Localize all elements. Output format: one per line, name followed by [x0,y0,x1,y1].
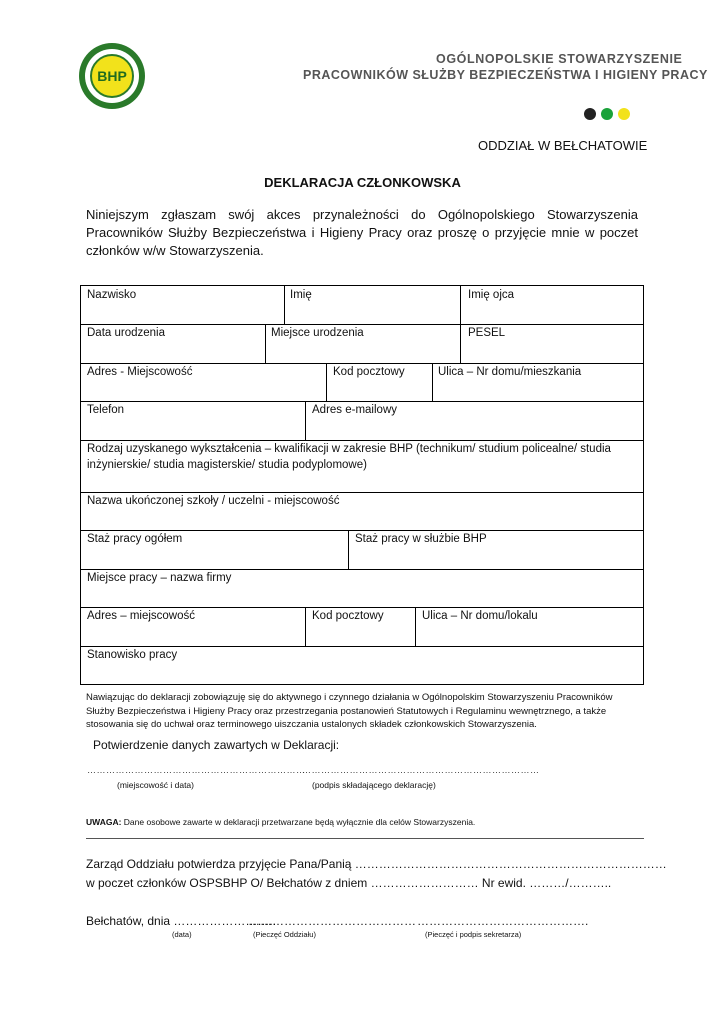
field-email[interactable]: Adres e-mailowy [312,404,397,416]
field-szkola[interactable]: Nazwa ukończonej szkoły / uczelni - miejscowość [87,495,340,507]
board-confirmation-line: Zarząd Oddziału potwierdza przyjęcie Pana/Panią …………………………………………………………………… [86,857,667,871]
separator-line [86,838,644,839]
document-title: DEKLARACJA CZŁONKOWSKA [264,175,461,190]
field-staz-ogolem[interactable]: Staż pracy ogółem [87,533,183,545]
stamp-line: …………………………………… [248,914,416,928]
signature-caption: (podpis składającego deklarację) [312,780,436,790]
place-date-caption: (miejscowość i data) [117,780,194,790]
field-miejsce-pracy[interactable]: Miejsce pracy – nazwa firmy [87,572,232,584]
uwaga-label: UWAGA: [86,817,122,827]
field-miejsce-urodzenia[interactable]: Miejsce urodzenia [271,327,364,339]
field-ulica-lokal[interactable]: Ulica – Nr domu/lokalu [422,610,538,622]
field-imie-ojca[interactable]: Imię ojca [468,289,515,301]
logo [78,42,146,110]
field-nazwisko[interactable]: Nazwisko [87,289,137,301]
confirmation-label: Potwierdzenie danych zawartych w Deklaracji: [93,738,340,752]
logo-text: BHP [97,68,127,84]
stamp-caption: (Pieczęć Oddziału) [253,930,316,939]
intro-paragraph: Niniejszym zgłaszam swój akces przynależności do Ogólnopolskiego Stowarzyszenia Pracowników Służby Bezpieczeństwa i Higieny Pracy oraz proszę o przyjęcie mnie w poczet członków w/w Stowarzyszenia. [86,207,638,258]
membership-date-line: w poczet członków OSPSBHP O/ Bełchatów z dniem ……………………… Nr ewid. ………/……….. [86,876,612,890]
secretary-caption: (Pieczęć i podpis sekretarza) [425,930,522,939]
date-line: Bełchatów, dnia …………………….. [86,914,277,928]
field-kod-pocztowy[interactable]: Kod pocztowy [333,366,405,378]
black-dot-icon [584,108,596,120]
org-name-line1: OGÓLNOPOLSKIE STOWARZYSZENIE [436,52,683,66]
field-wyksztalcenie[interactable]: Rodzaj uzyskanego wykształcenia – kwalifikacji w zakresie BHP (technikum/ studium policealne/ studia inżynierskie/ studia magisterskie/ studia podyplomowe) [87,443,611,471]
branch-name: ODDZIAŁ W BEŁCHATOWIE [478,138,648,153]
field-ulica-nr-domu[interactable]: Ulica – Nr domu/mieszkania [438,366,582,378]
field-imie[interactable]: Imię [290,289,312,301]
signature-line[interactable]: ………………………………………………………………… [302,765,540,775]
uwaga-text: Dane osobowe zawarte w deklaracji przetwarzane będą wyłącznie dla celów Stowarzyszenia. [121,817,476,827]
commitment-notice: Nawiązując do deklaracji zobowiązuję się do aktywnego i czynnego działania w Ogólnopolskim Stowarzyszeniu Pracowników Służby Bezpieczeństwa i Higieny Pracy oraz przestrzegania postanowień Statutowych i Regulaminu wewnętrznego, a także stosowania się do uchwał oraz terminowego uiszczania ustalonych składek członkowskich Stowarzyszenia. [86,692,613,730]
secretary-sign-line: ……………………………………. [417,914,589,928]
green-dot-icon [601,108,613,120]
place-date-line[interactable]: …………………………………………………………… [87,765,306,775]
field-data-urodzenia[interactable]: Data urodzenia [87,327,165,339]
uwaga-note [86,817,475,827]
org-name-line2: PRACOWNIKÓW SŁUŻBY BEZPIECZEŃSTWA I HIGIENY PRACY [303,68,708,82]
field-telefon[interactable]: Telefon [87,404,125,416]
field-adres-pracy[interactable]: Adres – miejscowość [87,610,196,622]
field-adres-miejscowosc[interactable]: Adres - Miejscowość [87,366,193,378]
declaration-form [80,285,644,685]
date-caption: (data) [172,930,192,939]
yellow-dot-icon [618,108,630,120]
field-pesel[interactable]: PESEL [468,327,506,339]
field-kod-pocztowy-pracy[interactable]: Kod pocztowy [312,610,384,622]
field-stanowisko[interactable]: Stanowisko pracy [87,649,178,661]
field-staz-bhp[interactable]: Staż pracy w służbie BHP [355,533,487,545]
